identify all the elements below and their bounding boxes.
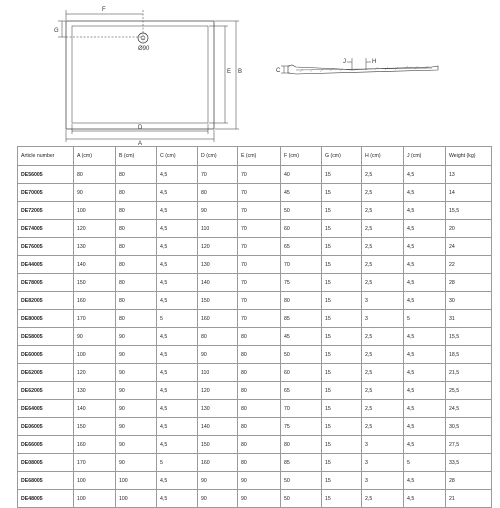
table-cell: 160 [74,292,116,310]
table-cell: 15 [322,202,362,220]
table-row [18,184,492,202]
table-cell: 4,5 [157,274,198,292]
table-cell: 4,5 [157,220,198,238]
table-cell: 4,5 [404,418,446,436]
table-cell: 4,5 [404,274,446,292]
table-cell: 140 [198,274,238,292]
table-cell: 70 [198,166,238,184]
table-cell: 4,5 [404,220,446,238]
table-cell: 90 [116,436,157,454]
table-cell: 4,5 [404,436,446,454]
table-cell: 130 [74,382,116,400]
article-number-cell: DE06005 [18,418,74,436]
table-cell: 2,5 [362,274,404,292]
article-number-cell: DE58005 [18,328,74,346]
article-number-cell: DE60005 [18,346,74,364]
table-cell: 25,5 [446,382,492,400]
table-cell: 80 [238,418,281,436]
table-cell: 15 [322,238,362,256]
column-header: G (cm) [322,147,362,166]
table-cell: 70 [238,166,281,184]
column-header: J (cm) [404,147,446,166]
table-cell: 120 [198,238,238,256]
table-cell: 40 [281,166,322,184]
table-cell: 15 [322,400,362,418]
table-cell: 3 [362,292,404,310]
article-number-cell: DE08005 [18,454,74,472]
table-cell: 70 [238,202,281,220]
table-cell: 90 [116,328,157,346]
table-cell: 5 [404,454,446,472]
column-header: C (cm) [157,147,198,166]
table-cell: 160 [74,436,116,454]
table-cell: 15 [322,184,362,202]
table-row [18,454,492,472]
table-cell: 70 [281,400,322,418]
table-cell: 80 [116,220,157,238]
table-cell: 15 [322,472,362,490]
table-cell: 4,5 [404,238,446,256]
table-cell: 170 [74,454,116,472]
table-row [18,472,492,490]
table-row [18,364,492,382]
table-cell: 130 [198,256,238,274]
dim-label-D: D [138,125,143,131]
table-cell: 70 [238,310,281,328]
table-header-row [18,147,492,166]
article-number-cell: DE76005 [18,238,74,256]
table-cell: 15 [322,364,362,382]
table-cell: 21,5 [446,364,492,382]
table-cell: 2,5 [362,220,404,238]
tray-dimension-drawing [0,0,500,146]
table-cell: 70 [238,238,281,256]
table-cell: 15 [322,328,362,346]
table-cell: 80 [198,184,238,202]
table-cell: 80 [238,454,281,472]
table-cell: 2,5 [362,418,404,436]
table-cell: 4,5 [157,166,198,184]
table-cell: 130 [198,400,238,418]
table-cell: 90 [198,490,238,508]
table-cell: 2,5 [362,166,404,184]
table-cell: 140 [74,256,116,274]
table-cell: 4,5 [404,256,446,274]
table-cell: 65 [281,382,322,400]
table-cell: 160 [198,454,238,472]
table-cell: 90 [116,418,157,436]
table-row [18,418,492,436]
table-cell: 50 [281,346,322,364]
table-row [18,238,492,256]
table-cell: 150 [74,274,116,292]
table-cell: 70 [238,292,281,310]
table-body [18,166,492,508]
table-cell: 90 [238,472,281,490]
table-cell: 15 [322,274,362,292]
table-cell: 24 [446,238,492,256]
table-cell: 18,5 [446,346,492,364]
table-cell: 30 [446,292,492,310]
table-cell: 2,5 [362,328,404,346]
table-row [18,220,492,238]
tray-inner-rim [72,26,208,123]
column-header: F (cm) [281,147,322,166]
table-cell: 3 [362,454,404,472]
table-cell: 2,5 [362,202,404,220]
table-row [18,274,492,292]
table-cell: 60 [281,220,322,238]
table-cell: 15 [322,436,362,454]
dim-label-C: C [276,68,281,74]
table-cell: 90 [116,364,157,382]
table-row [18,436,492,454]
article-number-cell: DE80005 [18,310,74,328]
article-number-cell: DE48005 [18,490,74,508]
table-cell: 4,5 [404,346,446,364]
dim-label-E: E [227,69,232,75]
table-cell: 4,5 [404,490,446,508]
table-cell: 4,5 [157,364,198,382]
dim-label-J: J [343,59,346,65]
article-number-cell: DE62005 [18,364,74,382]
dim-label-G: G [54,28,59,34]
table-cell: 3 [362,310,404,328]
table-cell: 80 [116,238,157,256]
drain-label: Ø90 [138,46,150,52]
table-cell: 3 [362,472,404,490]
table-cell: 80 [74,166,116,184]
table-row [18,490,492,508]
table-cell: 80 [116,274,157,292]
article-number-cell: DE82005 [18,292,74,310]
table-cell: 70 [238,184,281,202]
table-cell: 90 [116,346,157,364]
table-cell: 4,5 [157,292,198,310]
table-cell: 90 [198,472,238,490]
table-cell: 100 [74,490,116,508]
table-cell: 90 [198,346,238,364]
table-cell: 28 [446,274,492,292]
column-header: Article number [18,147,74,166]
table-cell: 24,5 [446,400,492,418]
table-cell: 65 [281,238,322,256]
table-cell: 4,5 [404,202,446,220]
table-cell: 80 [116,184,157,202]
table-cell: 70 [281,256,322,274]
dim-label-A: A [138,141,143,146]
table-cell: 50 [281,202,322,220]
table-cell: 100 [74,472,116,490]
table-cell: 4,5 [157,400,198,418]
table-cell: 90 [116,400,157,418]
table-cell: 4,5 [157,436,198,454]
table-cell: 120 [198,382,238,400]
table-cell: 100 [74,202,116,220]
table-cell: 31 [446,310,492,328]
table-cell: 85 [281,454,322,472]
table-cell: 14 [446,184,492,202]
table-cell: 13 [446,166,492,184]
table-cell: 130 [74,238,116,256]
table-row [18,382,492,400]
table-cell: 80 [116,310,157,328]
table-cell: 15 [322,292,362,310]
table-cell: 80 [281,292,322,310]
article-number-cell: DE66005 [18,436,74,454]
table-cell: 20 [446,220,492,238]
table-row [18,328,492,346]
table-cell: 100 [74,346,116,364]
table-cell: 80 [116,256,157,274]
table-cell: 4,5 [157,346,198,364]
table-cell: 2,5 [362,382,404,400]
table-cell: 15 [322,382,362,400]
table-cell: 150 [198,292,238,310]
table-cell: 45 [281,328,322,346]
table-cell: 90 [116,382,157,400]
table-cell: 15 [322,490,362,508]
table-cell: 4,5 [157,382,198,400]
table-cell: 5 [157,310,198,328]
table-cell: 60 [281,364,322,382]
table-cell: 80 [238,400,281,418]
table-cell: 50 [281,490,322,508]
table-cell: 85 [281,310,322,328]
table-cell: 80 [116,292,157,310]
table-cell: 80 [238,346,281,364]
table-cell: 15 [322,454,362,472]
column-header: E (cm) [238,147,281,166]
table-cell: 4,5 [404,166,446,184]
table-cell: 4,5 [404,328,446,346]
table-cell: 140 [74,400,116,418]
table-cell: 4,5 [404,382,446,400]
article-number-cell: DE62005 [18,382,74,400]
table-cell: 33,5 [446,454,492,472]
dim-label-B: B [238,69,243,75]
table-cell: 27,5 [446,436,492,454]
column-header: Weight (kg) [446,147,492,166]
table-cell: 21 [446,490,492,508]
table-cell: 90 [74,328,116,346]
table-row [18,256,492,274]
table-cell: 70 [238,256,281,274]
column-header: A (cm) [74,147,116,166]
dim-label-H: H [372,59,377,65]
table-cell: 120 [74,220,116,238]
table-cell: 4,5 [404,184,446,202]
table-cell: 4,5 [157,184,198,202]
article-number-cell: DE44005 [18,256,74,274]
table-cell: 15 [322,418,362,436]
table-cell: 4,5 [157,490,198,508]
article-number-cell: DE70005 [18,184,74,202]
table-cell: 4,5 [157,202,198,220]
table-cell: 28 [446,472,492,490]
article-number-cell: DE72005 [18,202,74,220]
dim-label-F: F [102,7,106,13]
table-row [18,310,492,328]
table-cell: 4,5 [157,238,198,256]
table-cell: 2,5 [362,400,404,418]
table-row [18,400,492,418]
table-cell: 4,5 [157,418,198,436]
table-cell: 5 [404,310,446,328]
table-cell: 4,5 [157,256,198,274]
table-cell: 80 [238,382,281,400]
table-cell: 22 [446,256,492,274]
table-cell: 2,5 [362,238,404,256]
table-row [18,346,492,364]
table-cell: 90 [74,184,116,202]
column-header: B (cm) [116,147,157,166]
article-number-cell: DE68005 [18,472,74,490]
table-cell: 2,5 [362,364,404,382]
table-cell: 80 [116,202,157,220]
table-cell: 2,5 [362,490,404,508]
table-cell: 70 [238,274,281,292]
table-cell: 3 [362,436,404,454]
article-number-cell: DE74005 [18,220,74,238]
table-cell: 80 [238,328,281,346]
table-cell: 160 [198,310,238,328]
table-cell: 80 [116,166,157,184]
table-cell: 2,5 [362,256,404,274]
tray-profile [288,65,438,74]
table-cell: 4,5 [404,364,446,382]
table-cell: 15 [322,220,362,238]
table-cell: 80 [198,328,238,346]
table-cell: 75 [281,274,322,292]
table-cell: 4,5 [404,292,446,310]
table-cell: 15 [322,310,362,328]
table-cell: 50 [281,472,322,490]
table-row [18,202,492,220]
table-cell: 150 [198,436,238,454]
table-cell: 110 [198,364,238,382]
table-cell: 2,5 [362,346,404,364]
table-cell: 90 [198,202,238,220]
table-cell: 15 [322,166,362,184]
technical-drawing [0,0,500,146]
table-cell: 15,5 [446,202,492,220]
table-cell: 80 [238,364,281,382]
table-cell: 4,5 [157,328,198,346]
spec-table [17,146,492,508]
table-cell: 30,5 [446,418,492,436]
table-cell: 45 [281,184,322,202]
table-cell: 15 [322,256,362,274]
table-cell: 15 [322,346,362,364]
table-cell: 5 [157,454,198,472]
table-cell: 70 [238,220,281,238]
column-header: D (cm) [198,147,238,166]
table-cell: 15,5 [446,328,492,346]
table-row [18,166,492,184]
table-cell: 90 [238,490,281,508]
table-cell: 4,5 [404,472,446,490]
table-cell: 4,5 [404,400,446,418]
table-cell: 100 [116,490,157,508]
table-cell: 140 [198,418,238,436]
table-cell: 2,5 [362,184,404,202]
table-cell: 120 [74,364,116,382]
table-cell: 80 [238,436,281,454]
table-cell: 100 [116,472,157,490]
article-number-cell: DE64005 [18,400,74,418]
table-cell: 110 [198,220,238,238]
table-cell: 75 [281,418,322,436]
article-number-cell: DE78005 [18,274,74,292]
table-cell: 90 [116,454,157,472]
table-cell: 150 [74,418,116,436]
table-cell: 170 [74,310,116,328]
article-number-cell: DE56005 [18,166,74,184]
table-row [18,292,492,310]
table-cell: 4,5 [157,472,198,490]
table-cell: 80 [281,436,322,454]
column-header: H (cm) [362,147,404,166]
